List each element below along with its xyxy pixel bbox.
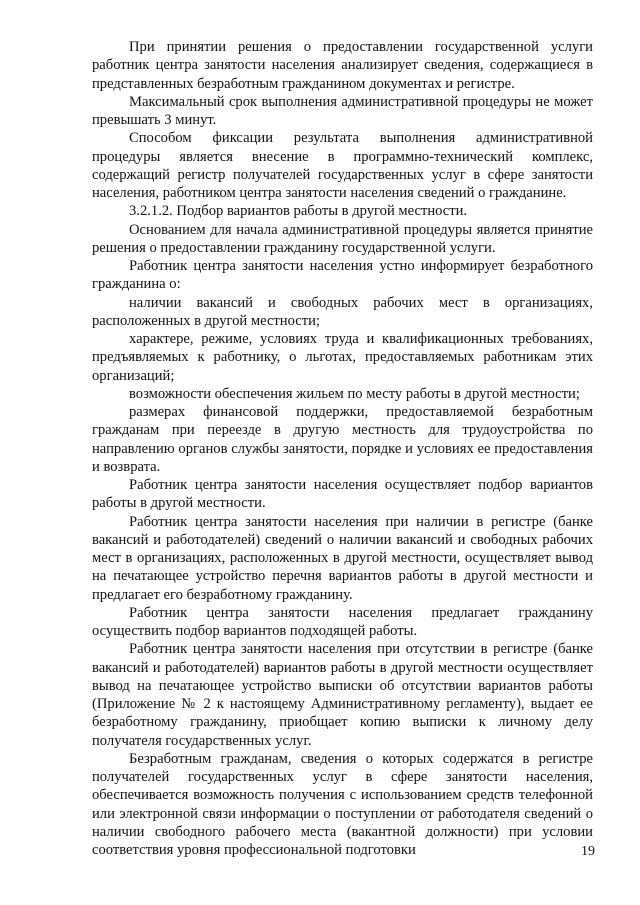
- paragraph: Работник центра занятости населения осуществляет подбор вариантов работы в другой местности.: [92, 477, 593, 512]
- paragraph: Работник центра занятости населения устно информирует безработного гражданина о:: [92, 258, 593, 293]
- list-item: характере, режиме, условиях труда и квалификационных требованиях, предъявляемых к работнику, о льготах, предоставляемых работникам этих организаций;: [92, 331, 593, 384]
- paragraph: Безработным гражданам, сведения о которых содержатся в регистре получателей государственных услуг в сфере занятости населения, обеспечивается возможность получения с использованием средств телефонной или электронной связи информации о поступлении от работодателя сведений о наличии свободного рабочего места (вакантной должности) при условии соответствия уровня профессиональной подготовки: [92, 750, 593, 858]
- document-body: [92, 38, 593, 859]
- list-item: наличии вакансий и свободных рабочих мест в организациях, расположенных в другой местности;: [92, 294, 593, 329]
- section-heading: 3.2.1.2. Подбор вариантов работы в другой местности.: [129, 203, 468, 220]
- paragraph: Способом фиксации результата выполнения административной процедуры является внесение в программно-технический комплекс, содержащий регистр получателей государственных услуг в сфере занятости населения, работником центра занятости населения сведений о гражданине.: [92, 130, 593, 201]
- paragraph: При принятии решения о предоставлении государственной услуги работник центра занятости населения анализирует сведения, содержащиеся в представленных безработным гражданином документах и регистре.: [92, 39, 593, 92]
- paragraph: Работник центра занятости населения при отсутствии в регистре (банке вакансий и работодателей) вариантов работы в другой местности осуществляет вывод на печатающее устройство выписки об отсутствии вариантов работы (Приложение № 2 к настоящему Административному регламенту), выдает ее безработному гражданину, приобщает копию выписки к личному делу получателя государственных услуг.: [92, 641, 593, 749]
- list-item: размерах финансовой поддержки, предоставляемой безработным гражданам при переезде в другую местность для трудоустройства по направлению органов службы занятости, порядке и условиях ее предоставления и возврата.: [92, 404, 593, 475]
- page-number: 19: [581, 844, 595, 859]
- paragraph: Работник центра занятости населения при наличии в регистре (банке вакансий и работодателей) сведений о наличии вакансий и свободных рабочих мест в организациях, расположенных в другой местности, осуществляет вывод на печатающее устройство перечня вариантов работы в другой местности и предлагает его безработному гражданину.: [92, 513, 593, 603]
- list-item: возможности обеспечения жильем по месту работы в другой местности;: [129, 385, 580, 402]
- paragraph: Основанием для начала административной процедуры является принятие решения о предоставлении гражданину государственной услуги.: [92, 221, 593, 256]
- paragraph: Работник центра занятости населения предлагает гражданину осуществить подбор вариантов подходящей работы.: [92, 604, 593, 639]
- paragraph: Максимальный срок выполнения административной процедуры не может превышать 3 минут.: [92, 93, 593, 128]
